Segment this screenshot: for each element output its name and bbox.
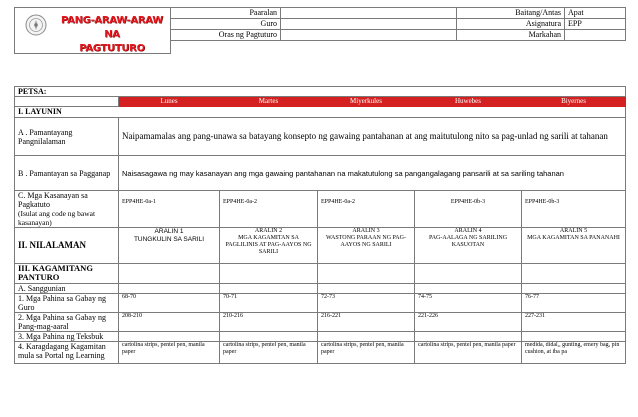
day-header: Huwebes bbox=[415, 97, 522, 107]
gabay-magaaral-label: 2. Mga Pahina sa Gabay ng Pang-mag-aaral bbox=[15, 313, 119, 332]
kasanayan-code: EPP4HE-0a-2 bbox=[220, 191, 318, 228]
baitang-label: Baitang/Antas bbox=[457, 8, 565, 19]
karagdagang-kagamitan-cell: cartolina strips, pentel pen, manila paper bbox=[119, 342, 220, 364]
pamantayang-pangnilalaman-text: Naipamamalas ang pang-unawa sa batayang konsepto ng gawaing pantahanan at ang maitutulong nito sa pag-unlad ng sarili at tahanan bbox=[119, 118, 626, 156]
pamantayan-pagganap-label: B . Pamantayan sa Pagganap bbox=[15, 156, 119, 191]
gabay-magaaral-pages: 210-216 bbox=[220, 313, 318, 332]
day-header: Martes bbox=[220, 97, 318, 107]
gabay-guro-pages: 76-77 bbox=[522, 294, 626, 313]
logo-title: PANG-ARAW-ARAW NA PAGTUTURO bbox=[61, 15, 163, 54]
day-header: Miyerkules bbox=[318, 97, 415, 107]
asignatura-label: Asignatura bbox=[457, 19, 565, 30]
kasanayan-label: C. Mga Kasanayan sa Pagkatuto (Isulat ang code ng bawat kasanayan) bbox=[15, 191, 119, 228]
petsa-label: PETSA: bbox=[15, 87, 626, 97]
gabay-guro-pages: 72-73 bbox=[318, 294, 415, 313]
layunin-heading: I. LAYUNIN bbox=[15, 107, 626, 118]
logo-area bbox=[15, 8, 171, 54]
sanggunian-label: A. Sanggunian bbox=[15, 284, 119, 294]
kasanayan-code: EPP4HE-0a-2 bbox=[318, 191, 415, 228]
karagdagang-kagamitan-label: 4. Karagdagang Kagamitan mula sa Portal ng Learning bbox=[15, 342, 119, 364]
markahan-label: Markahan bbox=[457, 30, 565, 41]
aralin-cell: ARALIN 1 TUNGKULIN SA SARILI bbox=[119, 228, 220, 264]
gabay-guro-pages: 70-71 bbox=[220, 294, 318, 313]
lesson-plan-table bbox=[14, 86, 626, 364]
guro-value bbox=[281, 19, 457, 30]
asignatura-value: EPP bbox=[565, 19, 626, 30]
pamantayan-pagganap-text: Naisasagawa ng may kasanayan ang mga gawaing pantahanan na makatutulong sa pangangalagang pansarili at sa sariling tahanan bbox=[119, 156, 626, 191]
kasanayan-code: EPP4HE-0b-3 bbox=[415, 191, 522, 228]
karagdagang-kagamitan-cell: cartolina strips, pentel pen, manila paper bbox=[318, 342, 415, 364]
gabay-guro-label: 1. Mga Pahina sa Gabay ng Guro bbox=[15, 294, 119, 313]
aralin-cell: ARALIN 3 WASTONG PARAAN NG PAG-AAYOS NG SARILI bbox=[318, 228, 415, 264]
kagamitan-label: III. KAGAMITANG PANTURO bbox=[15, 264, 119, 284]
pamantayang-pangnilalaman-label: A . Pamantayang Pangnilalaman bbox=[15, 118, 119, 156]
aralin-cell: ARALIN 2 MGA KAGAMITAN SA PAGLILINIS AT PAG-AAYOS NG SARILI bbox=[220, 228, 318, 264]
aralin-cell: ARALIN 4 PAG-AALAGA NG SARILING KASUOTAN bbox=[415, 228, 522, 264]
kasanayan-code: EPP4HE-0a-1 bbox=[119, 191, 220, 228]
gabay-magaaral-pages: 221-226 bbox=[415, 313, 522, 332]
nilalaman-label: II. NILALAMAN bbox=[15, 228, 119, 264]
gabay-guro-pages: 74-75 bbox=[415, 294, 522, 313]
markahan-value bbox=[565, 30, 626, 41]
kasanayan-code: EPP4HE-0b-3 bbox=[522, 191, 626, 228]
karagdagang-kagamitan-cell: cartolina strips, pentel pen, manila paper bbox=[220, 342, 318, 364]
gabay-guro-pages: 68-70 bbox=[119, 294, 220, 313]
paaralan-value bbox=[281, 8, 457, 19]
header-table bbox=[14, 7, 626, 54]
gabay-magaaral-pages: 227-231 bbox=[522, 313, 626, 332]
deped-seal-icon bbox=[25, 14, 47, 36]
karagdagang-kagamitan-cell: cartolina strips, pentel pen, manila paper bbox=[415, 342, 522, 364]
guro-label: Guro bbox=[171, 19, 281, 30]
baitang-value: Apat bbox=[565, 8, 626, 19]
oras-label: Oras ng Pagtuturo bbox=[171, 30, 281, 41]
teksbuk-label: 3. Mga Pahina ng Teksbuk bbox=[15, 332, 119, 342]
gabay-magaaral-pages: 208-210 bbox=[119, 313, 220, 332]
paaralan-label: Paaralan bbox=[171, 8, 281, 19]
karagdagang-kagamitan-cell: medida, didal,, gunting, emery bag, pin cushion, at iba pa bbox=[522, 342, 626, 364]
day-header: Biyernes bbox=[522, 97, 626, 107]
day-header: Lunes bbox=[119, 97, 220, 107]
oras-value bbox=[281, 30, 457, 41]
gabay-magaaral-pages: 216-221 bbox=[318, 313, 415, 332]
aralin-cell: ARALIN 5 MGA KAGAMITAN SA PANANAHI bbox=[522, 228, 626, 264]
